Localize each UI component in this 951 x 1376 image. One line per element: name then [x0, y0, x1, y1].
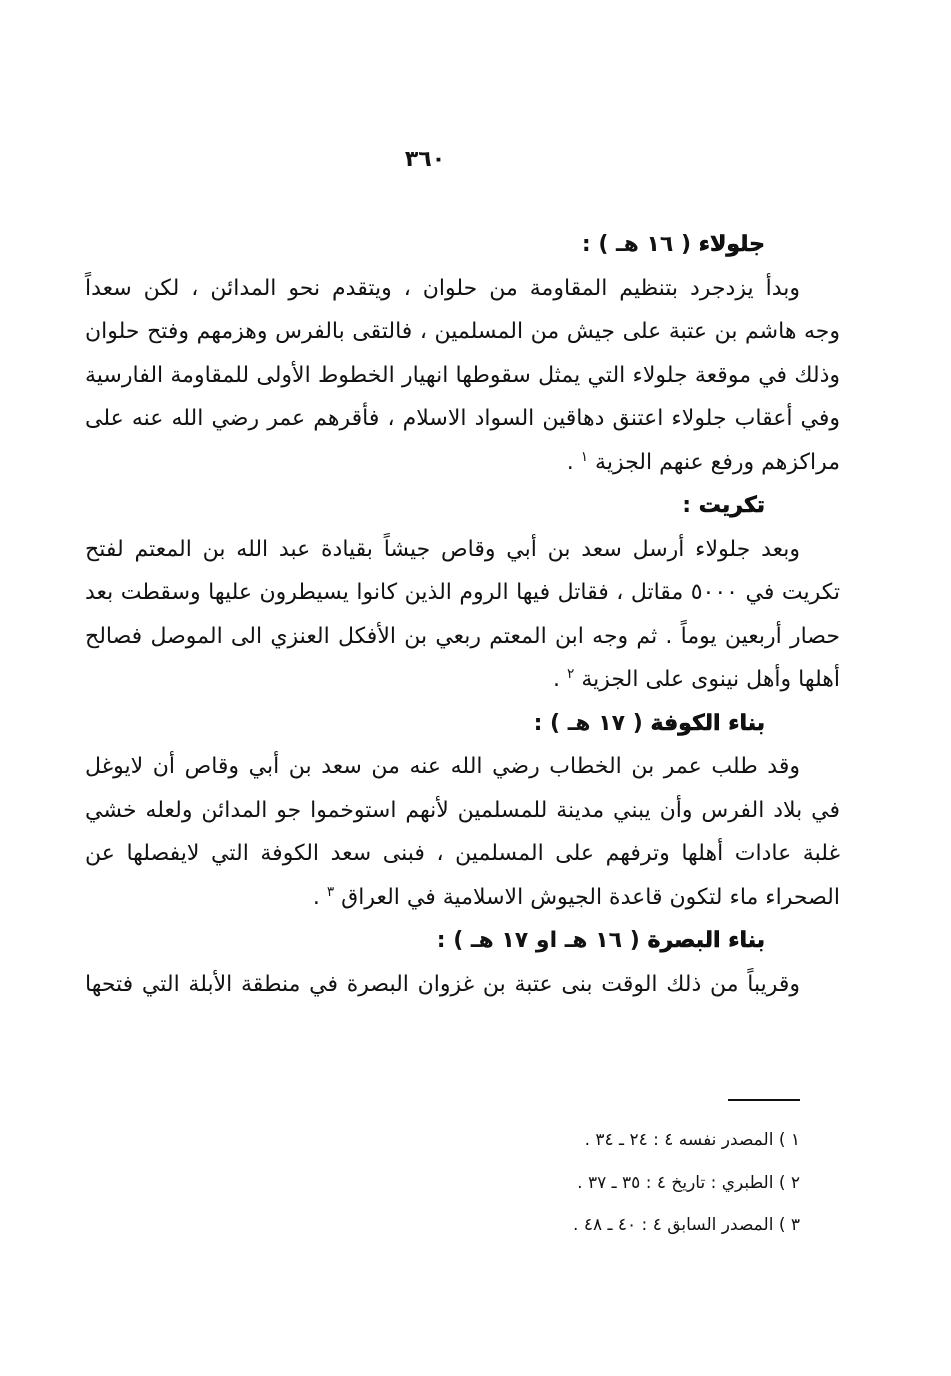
text-line: وذلك في موقعة جلولاء التي يمثل سقوطها انهيار الخطوط الأولى للمقاومة الفارسية — [85, 362, 840, 388]
section-title: بناء الكوفة — [650, 710, 765, 736]
section-heading — [85, 702, 765, 746]
footnote-rule — [728, 1099, 800, 1101]
section-heading — [85, 223, 765, 267]
sentence-end: . — [312, 884, 320, 910]
footnote: ٣ ) المصدر السابق ٤ : ٤٠ ـ ٤٨ . — [573, 1215, 800, 1235]
footnotes — [380, 1119, 800, 1247]
text-line: في بلاد الفرس وأن يبني مدينة للمسلمين لأنهم استوخموا جو المدائن ولعله خشي — [85, 797, 840, 823]
text-line: وجه هاشم بن عتبة على جيش من المسلمين ، فالتقى بالفرس وهزمهم وفتح حلوان — [85, 319, 840, 344]
section-heading-suffix: ( ١٧ هـ ) : — [533, 710, 643, 736]
text-line: وقريباً من ذلك الوقت بنى عتبة بن غزوان البصرة في منطقة الأبلة التي فتحها — [85, 971, 800, 997]
text-line: وقد طلب عمر بن الخطاب رضي الله عنه من سعد بن أبي وقاص أن لايوغل — [85, 754, 800, 779]
page-number: ٣٦٠ — [404, 147, 446, 172]
section-heading-suffix: ( ١٦ هـ ) : — [581, 232, 692, 257]
text-line-text: الصحراء ماء لتكون قاعدة الجيوش الاسلامية في العراق — [341, 884, 840, 910]
text-line: غلبة عادات أهلها وترفهم على المسلمين ، فبنى سعد الكوفة التي لايفصلها عن — [85, 841, 840, 866]
footnote: ٢ ) الطبري : تاريخ ٤ : ٣٥ ـ ٣٧ . — [577, 1172, 800, 1193]
text-line-text: مراكزهم ورفع عنهم الجزية — [595, 449, 840, 475]
text-line-last — [85, 876, 840, 920]
text-line: حصار أربعين يوماً . ثم وجه ابن المعتم ربعي بن الأفكل العنزي الى الموصل فصالح — [85, 623, 840, 649]
text-line: وفي أعقاب جلولاء اعتنق دهاقين السواد الاسلام ، فأقرهم عمر رضي الله عنه على — [85, 406, 840, 431]
text-line-last — [85, 658, 840, 702]
text-line-last — [85, 441, 840, 485]
text-line-text: أهلها وأهل نينوى على الجزية — [581, 667, 840, 692]
section-heading-suffix: : — [682, 493, 692, 518]
section-title: بناء البصرة — [647, 928, 765, 953]
text-line: تكريت في ٥٠٠٠ مقاتل ، فقاتل فيها الروم الذين كانوا يسيطرون عليها وسقطت بعد — [85, 580, 840, 605]
section-title: تكريت — [698, 493, 765, 518]
section-title: جلولاء — [698, 232, 765, 257]
section-heading — [85, 919, 765, 963]
text-line: وبعد جلولاء أرسل سعد بن أبي وقاص جيشاً بقيادة عبد الله بن المعتم لفتح — [85, 536, 800, 562]
sentence-end: . — [566, 449, 574, 475]
footnote-marker: ٣ — [326, 883, 335, 900]
footnote-marker: ١ — [580, 448, 589, 465]
text-line: وبدأ يزدجرد بتنظيم المقاومة من حلوان ، ويتقدم نحو المدائن ، لكن سعداً — [85, 275, 800, 301]
section-heading-suffix: ( ١٦ هـ او ١٧ هـ ) : — [436, 928, 640, 953]
section-heading — [85, 484, 765, 528]
footnote-marker: ٢ — [567, 665, 575, 682]
sentence-end: . — [553, 667, 561, 692]
footnote: ١ ) المصدر نفسه ٤ : ٢٤ ـ ٣٤ . — [584, 1130, 800, 1150]
main-text — [85, 223, 840, 1006]
